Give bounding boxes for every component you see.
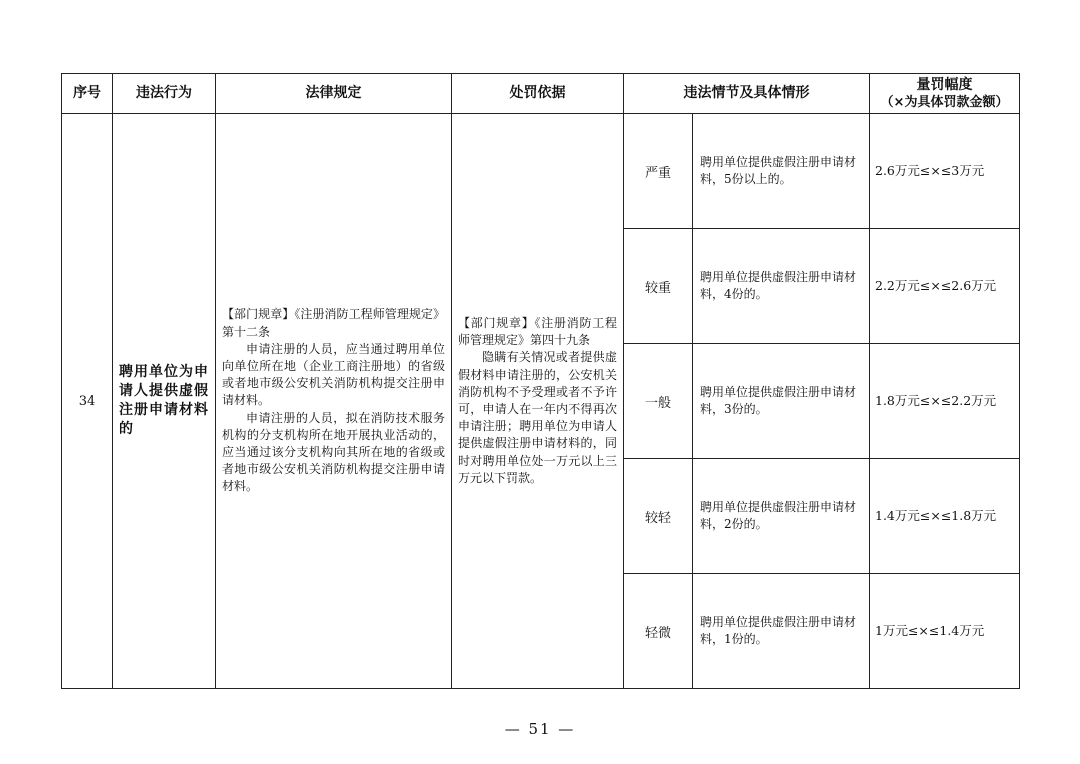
level-range: 1万元≤×≤1.4万元 xyxy=(870,574,1020,689)
header-range xyxy=(870,74,1020,114)
level-range: 1.8万元≤×≤2.2万元 xyxy=(870,344,1020,459)
level-label: 一般 xyxy=(624,344,693,459)
header-circumstance: 违法情节及具体情形 xyxy=(624,74,870,114)
law-para-1: 申请注册的人员，应当通过聘用单位向单位所在地（企业工商注册地）的省级或者地市级公安机关消防机构提交注册申请材料。 xyxy=(222,341,445,408)
penalty-table xyxy=(61,73,1020,689)
level-circumstance: 聘用单位提供虚假注册申请材料，4份的。 xyxy=(693,229,870,344)
level-circumstance: 聘用单位提供虚假注册申请材料，1份的。 xyxy=(693,574,870,689)
basis-title: 【部门规章】《注册消防工程师管理规定》第四十九条 xyxy=(458,315,617,348)
law-para-2: 申请注册的人员，拟在消防技术服务机构的分支机构所在地开展执业活动的，应当通过该分支机构向其所在地的省级或者地市级公安机关消防机构提交注册申请材料。 xyxy=(222,410,445,494)
level-range: 2.2万元≤×≤2.6万元 xyxy=(870,229,1020,344)
level-label: 较轻 xyxy=(624,459,693,574)
row-law xyxy=(216,114,452,689)
header-basis: 处罚依据 xyxy=(452,74,624,114)
page-number: — 51 — xyxy=(504,720,576,738)
level-circumstance: 聘用单位提供虚假注册申请材料，5份以上的。 xyxy=(693,114,870,229)
level-range: 1.4万元≤×≤1.8万元 xyxy=(870,459,1020,574)
level-label: 严重 xyxy=(624,114,693,229)
row-basis xyxy=(452,114,624,689)
row-act: 聘用单位为申请人提供虚假注册申请材料的 xyxy=(113,114,216,689)
header-act: 违法行为 xyxy=(113,74,216,114)
header-range-title: 量罚幅度 xyxy=(916,76,973,93)
basis-para-1: 隐瞒有关情况或者提供虚假材料申请注册的，公安机关消防机构不予受理或者不予许可，申请人在一年内不得再次申请注册；聘用单位为申请人提供虚假注册申请材料的，同时对聘用单位处一万元以上三万元以下罚款。 xyxy=(458,350,617,485)
header-law: 法律规定 xyxy=(216,74,452,114)
level-circumstance: 聘用单位提供虚假注册申请材料，3份的。 xyxy=(693,344,870,459)
row-seq: 34 xyxy=(62,114,113,689)
header-seq: 序号 xyxy=(62,74,113,114)
level-label: 轻微 xyxy=(624,574,693,689)
table-row xyxy=(62,114,1020,229)
level-range: 2.6万元≤×≤3万元 xyxy=(870,114,1020,229)
header-range-note: （×为具体罚款金额） xyxy=(880,94,1009,110)
level-label: 较重 xyxy=(624,229,693,344)
law-title: 【部门规章】《注册消防工程师管理规定》第十二条 xyxy=(222,307,445,339)
level-circumstance: 聘用单位提供虚假注册申请材料，2份的。 xyxy=(693,459,870,574)
header-row xyxy=(62,74,1020,114)
